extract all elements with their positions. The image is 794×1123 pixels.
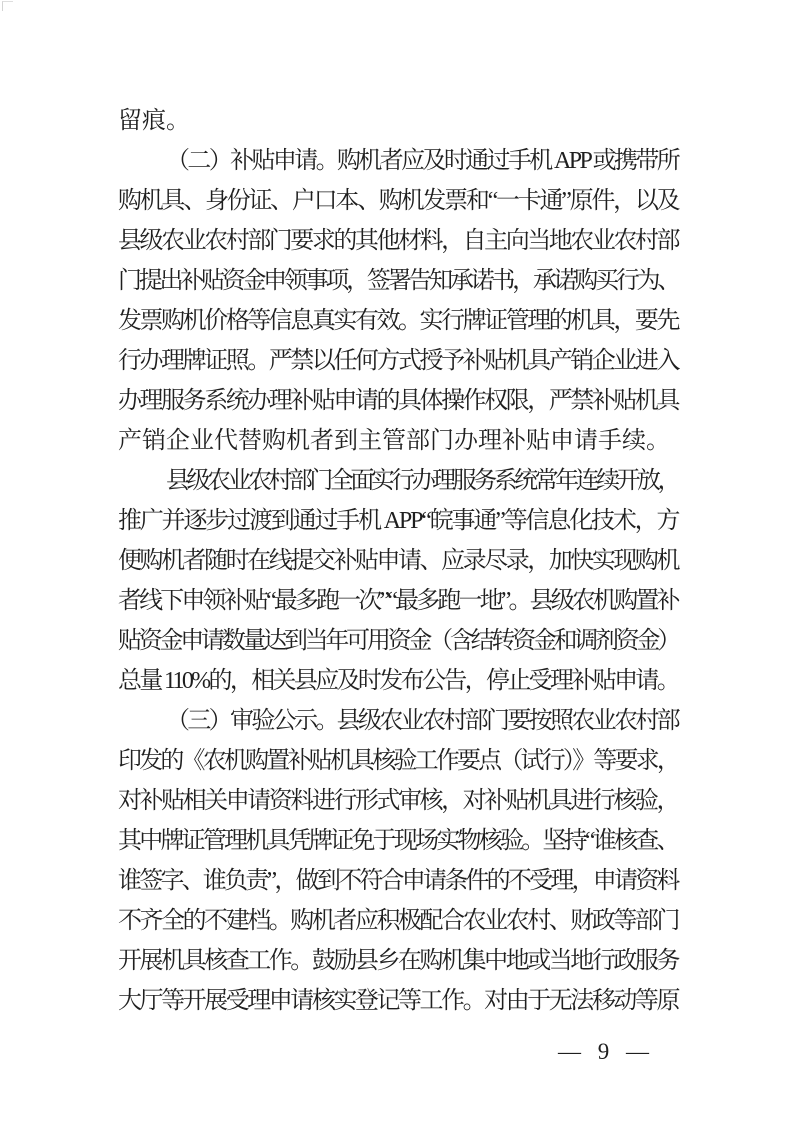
text-line: 发票购机价格等信息真实有效。实行牌证管理的机具，要先 — [118, 308, 678, 334]
text-line: 行办理牌证照。严禁以任何方式授予补贴机具产销企业进入 — [118, 348, 678, 374]
text-line: 其中牌证管理机具凭牌证免于现场实物核验。坚持“谁核查、 — [118, 828, 678, 854]
text-line: 印发的《农机购置补贴机具核验工作要点（试行）》等要求， — [118, 748, 678, 774]
text-line: 对补贴相关申请资料进行形式审核，对补贴机具进行核验， — [118, 788, 678, 814]
document-body-text — [118, 101, 678, 1021]
text-line: 总量 110%的，相关县应及时发布公告，停止受理补贴申请。 — [118, 668, 679, 694]
page-number: — 9 — — [558, 1039, 650, 1064]
text-line: 产销企业代替购机者到主管部门办理补贴申请手续。 — [118, 428, 670, 454]
text-line: 县级农业农村部门全面实行办理服务系统常年连续开放， — [166, 468, 678, 494]
text-line: 留痕。 — [118, 108, 190, 134]
text-line: （二）补贴申请。购机者应及时通过手机 APP 或携带所 — [166, 148, 679, 174]
text-line: 不齐全的不建档。购机者应积极配合农业农村、财政等部门 — [118, 908, 678, 934]
text-line: 大厅等开展受理申请核实登记等工作。对由于无法移动等原 — [118, 988, 678, 1014]
text-line: 县级农业农村部门要求的其他材料，自主向当地农业农村部 — [118, 228, 678, 254]
text-line: 谁签字、谁负责”，做到不符合申请条件的不受理，申请资料 — [118, 868, 678, 894]
text-line: 办理服务系统办理补贴申请的具体操作权限，严禁补贴机具 — [118, 388, 678, 414]
text-line: 门提出补贴资金申领事项，签署告知承诺书，承诺购买行为、 — [118, 268, 678, 294]
text-line: 开展机具核查工作。鼓励县乡在购机集中地或当地行政服务 — [118, 948, 678, 974]
text-line: 购机具、身份证、户口本、购机发票和“一卡通”原件，以及 — [118, 188, 679, 214]
text-line: 推广并逐步过渡到通过手机 APP“皖事通”等信息化技术，方 — [118, 508, 679, 534]
text-line: 贴资金申请数量达到当年可用资金（含结转资金和调剂资金） — [118, 628, 678, 654]
text-line: 便购机者随时在线提交补贴申请、应录尽录，加快实现购机 — [118, 548, 678, 574]
text-line: 者线下申领补贴“最多跑一次”“最多跑一地”。县级农机购置补 — [118, 588, 678, 614]
scan-artifact — [2, 1, 13, 11]
text-line: （三）审验公示。县级农业农村部门要按照农业农村部 — [166, 708, 678, 734]
